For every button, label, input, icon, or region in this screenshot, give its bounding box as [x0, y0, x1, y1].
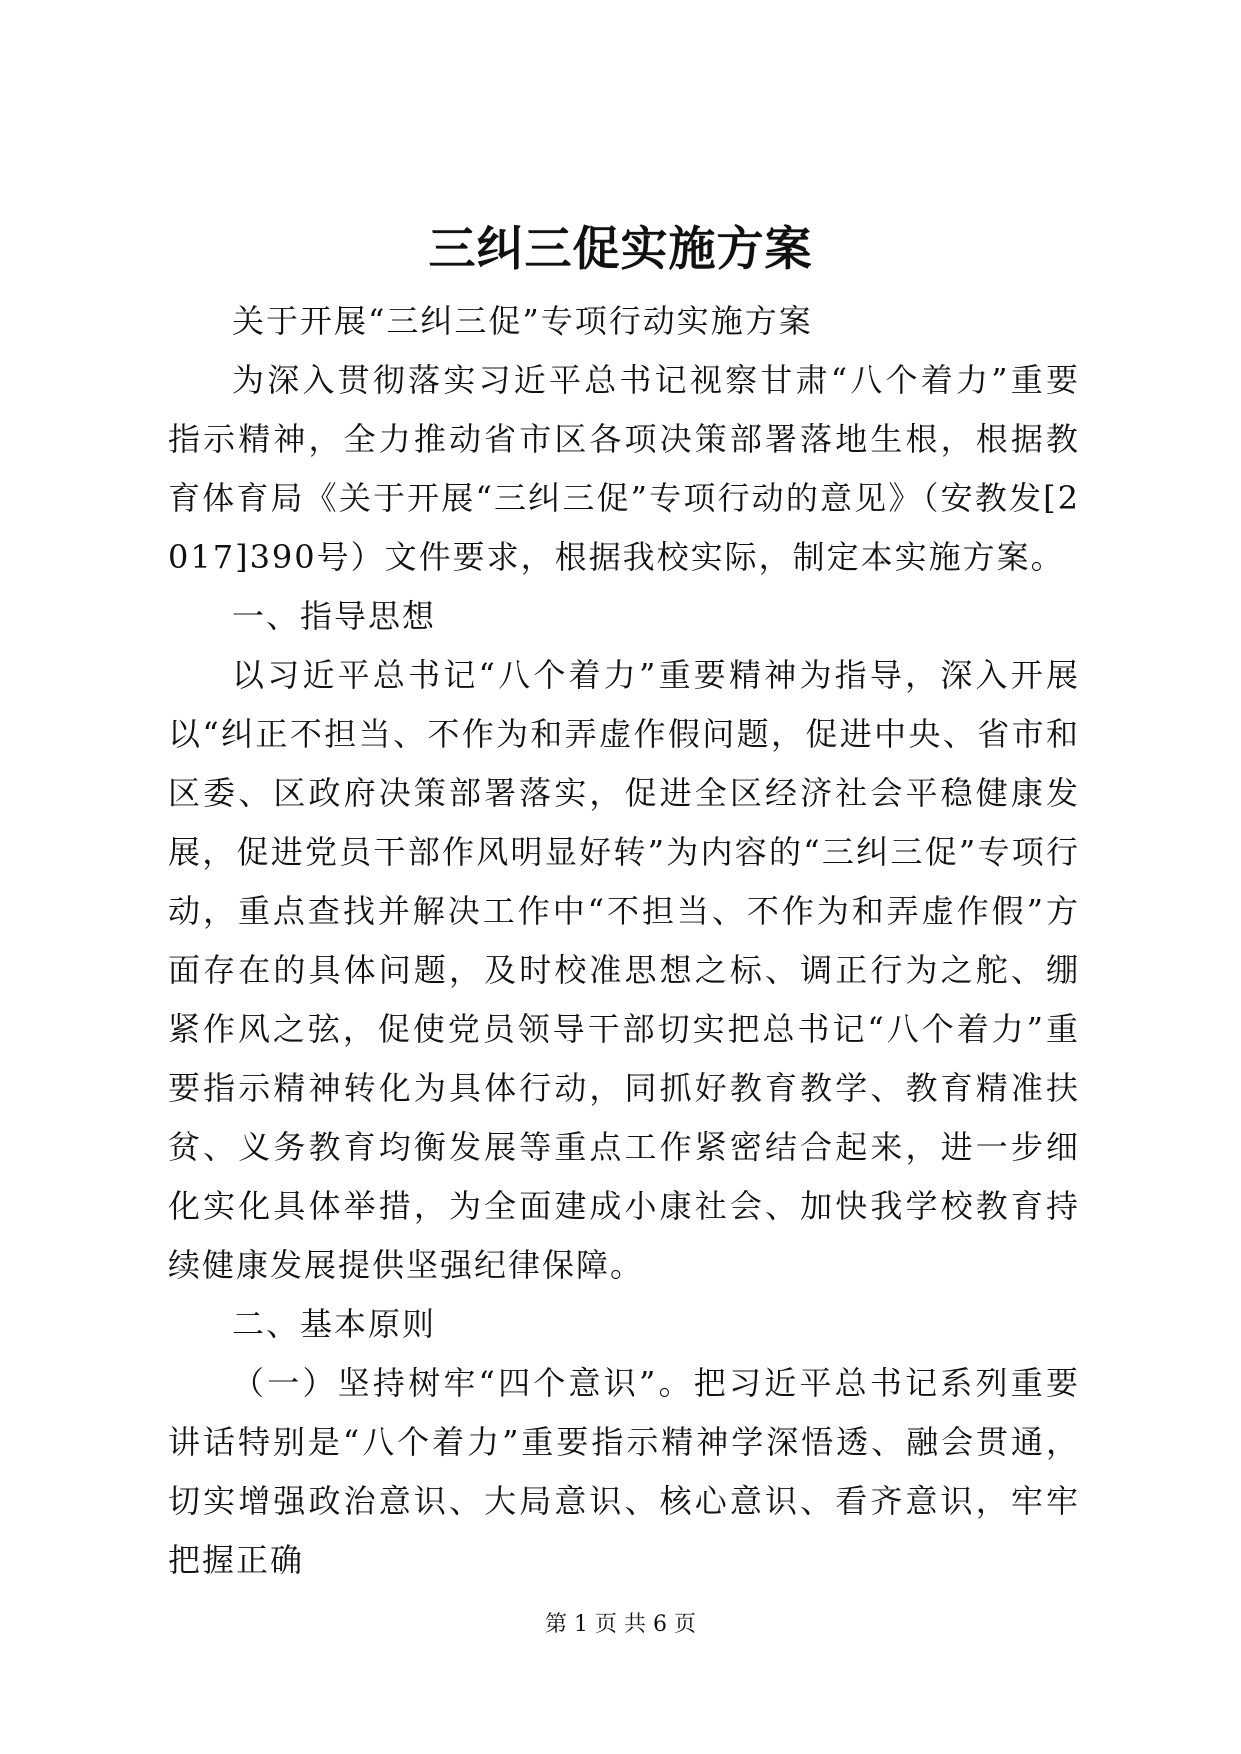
- section-heading-guiding-ideology: 一、指导思想: [232, 597, 437, 635]
- section-heading-basic-principles: 二、基本原则: [232, 1305, 437, 1343]
- document-title: 三纠三促实施方案: [428, 222, 813, 277]
- document-body: [168, 292, 1080, 1590]
- intro-paragraph: 为深入贯彻落实习近平总书记视察甘肃“八个着力”重要指示精神，全力推动省市区各项决策部署落地生根，根据教育体育局《关于开展“三纠三促”专项行动的意见》（安教发[2017]390号）文件要求，根据我校实际，制定本实施方案。: [168, 361, 1080, 576]
- principle-one-paragraph: （一）坚持树牢“四个意识”。把习近平总书记系列重要讲话特别是“八个着力”重要指示精神学深悟透、融会贯通，切实增强政治意识、大局意识、核心意识、看齐意识，牢牢把握正确: [168, 1364, 1080, 1579]
- subtitle-paragraph: 关于开展“三纠三促”专项行动实施方案: [232, 302, 813, 340]
- page-footer: 第 1 页 共 6 页: [545, 1612, 696, 1637]
- guiding-ideology-paragraph: 以习近平总书记“八个着力”重要精神为指导，深入开展以“纠正不担当、不作为和弄虚作假问题，促进中央、省市和区委、区政府决策部署落实，促进全区经济社会平稳健康发展，促进党员干部作风明显好转”为内容的“三纠三促”专项行动，重点查找并解决工作中“不担当、不作为和弄虚作假”方面存在的具体问题，及时校准思想之标、调正行为之舵、绷紧作风之弦，促使党员领导干部切实把总书记“八个着力”重要指示精神转化为具体行动，同抓好教育教学、教育精准扶贫、义务教育均衡发展等重点工作紧密结合起来，进一步细化实化具体举措，为全面建成小康社会、加快我学校教育持续健康发展提供坚强纪律保障。: [168, 656, 1080, 1284]
